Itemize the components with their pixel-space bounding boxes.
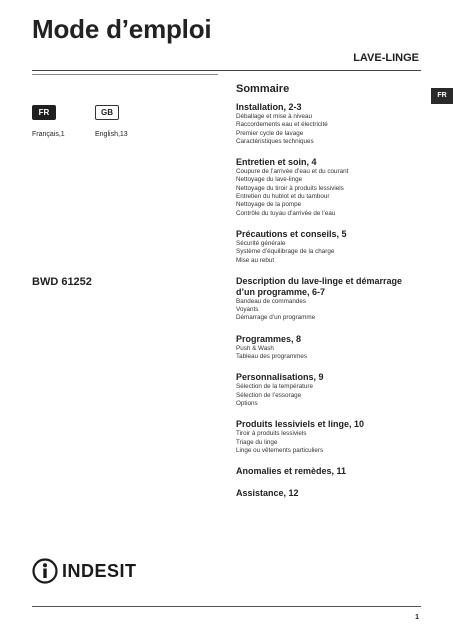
toc-subitem: Bandeau de commandes [236,297,307,305]
model-number: BWD 61252 [32,276,92,288]
toc-subitem: Push & Wash [236,344,274,352]
brand-name: INDESIT [62,560,137,581]
toc-subitem: Nettoyage du lave-linge [236,176,303,184]
toc-subitem: Mise au rebut [236,256,275,264]
top-rule [32,70,421,71]
left-rule [32,74,218,75]
toc-section [236,229,422,265]
lang-badge-gb: GB [95,105,119,120]
toc-section-title: Assistance, 12 [236,488,299,499]
toc-subitem: Sélection de l’essorage [236,391,302,399]
toc-subitem: Sélection de la température [236,383,314,391]
toc-sections [236,102,422,499]
toc-section [236,419,422,455]
toc-subitem: Contrôle du tuyau d’arrivée de l’eau [236,209,336,217]
toc-section [236,102,422,146]
toc-section [236,276,422,323]
toc-section-title: Anomalies et remèdes, 11 [236,466,347,477]
toc-section [236,488,422,499]
toc-section [236,466,422,477]
toc-subitem: Raccordements eau et électricité [236,121,328,129]
product-type: LAVE-LINGE [353,52,419,64]
toc-section-title: Description du lave-linge et démarrage d’un programme, 6-7 [236,275,403,297]
toc-section [236,157,422,218]
toc-subitem: Entretien du hublot et du tambour [236,193,330,201]
toc-subitem: Tiroir à produits lessiviels [236,430,307,438]
table-of-contents [236,83,422,510]
lang-label-fr: Français,1 [32,131,65,138]
toc-section-title: Entretien et soin, 4 [236,157,317,168]
toc-subitem: Caractéristiques techniques [236,137,314,145]
toc-subitem: Nettoyage de la pompe [236,201,302,209]
toc-subitem: Système d’équilibrage de la charge [236,248,335,256]
indesit-logo-icon [32,558,58,584]
toc-subitem: Nettoyage du tiroir à produits lessiviels [236,184,344,192]
bottom-rule [32,606,421,607]
toc-section-title: Programmes, 8 [236,333,302,344]
toc-heading: Sommaire [236,83,290,95]
toc-subitem: Sécurité générale [236,239,286,247]
toc-subitem: Démarrage d’un programme [236,314,316,322]
toc-section [236,372,422,408]
toc-subitem: Tableau des programmes [236,353,308,361]
toc-section-title: Précautions et conseils, 5 [236,228,347,239]
toc-section-title: Installation, 2-3 [236,102,302,112]
lang-badge-fr: FR [32,105,56,120]
toc-subitem: Options [236,399,258,407]
brand-logo [32,558,137,584]
toc-subitem: Coupure de l’arrivée d’eau et du courant [236,168,349,176]
page-number: 1 [415,614,419,621]
toc-subitem: Linge ou vêtements particuliers [236,446,324,454]
toc-subitem: Voyants [236,306,259,314]
toc-subitem: Triage du linge [236,438,278,446]
toc-section [236,334,422,362]
toc-section-title: Personnalisations, 9 [236,372,324,383]
toc-subitem: Déballage et mise à niveau [236,113,312,120]
toc-section-title: Produits lessiviels et linge, 10 [236,419,365,430]
toc-subitem: Premier cycle de lavage [236,129,304,137]
language-side-tab: FR [431,88,453,104]
lang-label-gb: English,13 [95,131,128,138]
page-title: Mode d’emploi [32,14,212,44]
